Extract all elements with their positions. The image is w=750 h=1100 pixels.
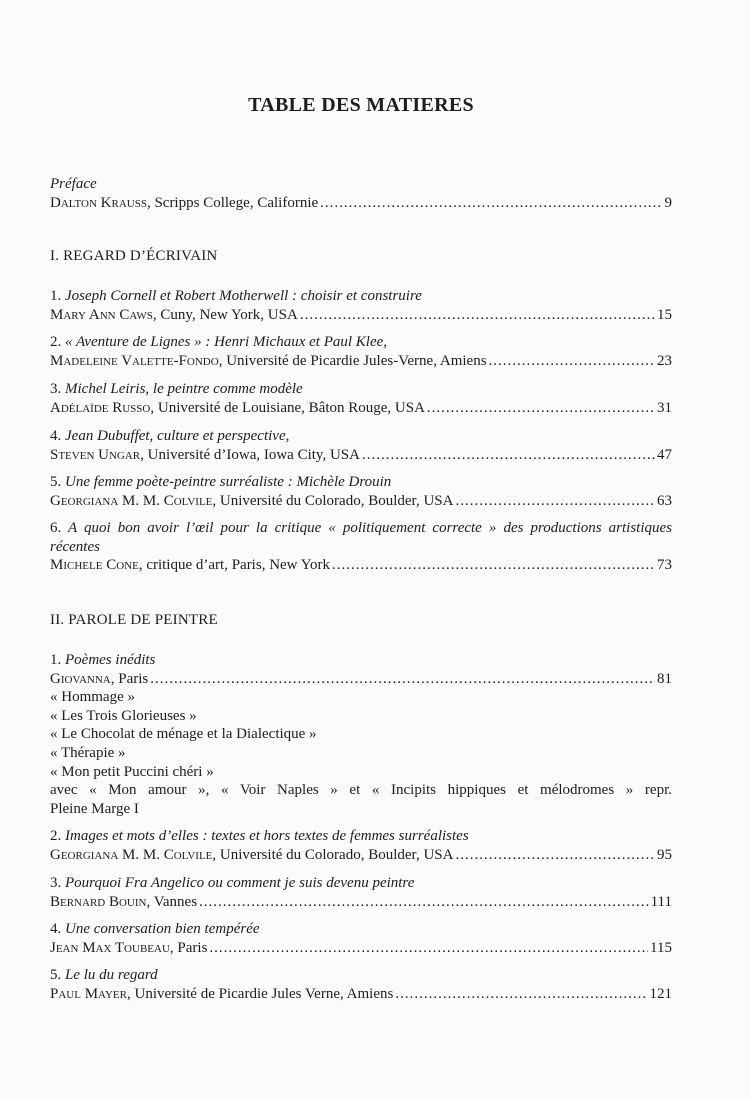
poem-item: « Le Chocolat de ménage et la Dialectique »: [50, 726, 317, 743]
entry-number: 1.: [50, 288, 62, 304]
entry-affiliation: , Université de Louisiane, Bâton Rouge, USA: [150, 399, 425, 416]
entry-author: Jean Max Toubeau: [50, 939, 170, 956]
entry-title: Poèmes inédits: [65, 652, 156, 668]
entry-affiliation: , Université d’Iowa, Iowa City, USA: [140, 446, 360, 463]
preface-page: 9: [664, 194, 672, 211]
entry-number: 4.: [50, 428, 62, 444]
entry-title: A quoi bon avoir l’œil pour la critique « politiquement correcte » des productions artistiques récentes: [50, 520, 672, 555]
entry-number: 3.: [50, 875, 62, 891]
entry-author: Giovanna: [50, 670, 111, 687]
dot-leader: [199, 893, 649, 912]
entry-author: Georgiana M. M. Colvile: [50, 492, 213, 509]
poem-note: avec « Mon amour », « Voir Naples » et « Incipits hippiques et mélodromes » repr.: [50, 782, 672, 799]
entry-title: Michel Leiris, le peintre comme modèle: [65, 381, 303, 397]
dot-leader: [455, 846, 655, 865]
entry-affiliation: , Université de Picardie Jules Verne, Amiens: [126, 985, 394, 1002]
entry-affiliation: , Université du Colorado, Boulder, USA: [212, 492, 454, 509]
entry-title: Joseph Cornell et Robert Motherwell : choisir et construire: [65, 288, 422, 304]
entry-number: 2.: [50, 334, 62, 350]
entry-title: « Aventure de Lignes » : Henri Michaux et Paul Klee,: [65, 334, 388, 350]
toc-entry-1-6: [50, 519, 672, 575]
entry-number: 6.: [50, 520, 62, 536]
section-heading-1: I. REGARD D’ÉCRIVAIN: [50, 248, 218, 264]
preface-affiliation: , Scripps College, Californie: [146, 194, 319, 211]
entry-page: 31: [657, 399, 672, 416]
toc-entry-1-2: [50, 333, 672, 370]
section-heading-2: II. PAROLE DE PEINTRE: [50, 612, 218, 628]
entry-page: 63: [657, 492, 672, 509]
toc-entry-2-3: [50, 874, 672, 911]
toc-entry-1-3: [50, 380, 672, 417]
entry-page: 73: [657, 557, 672, 574]
entry-page: 121: [649, 985, 672, 1002]
entry-author: Georgiana M. M. Colvile: [50, 846, 213, 863]
toc-entry-1-1: [50, 287, 672, 324]
entry-number: 5.: [50, 474, 62, 490]
poem-item: « Les Trois Glorieuses »: [50, 707, 197, 724]
entry-author: Adélaïde Russo: [50, 399, 151, 416]
poem-item: « Thérapie »: [50, 744, 126, 761]
dot-leader: [455, 492, 655, 511]
entry-page: 111: [650, 893, 672, 910]
toc-entry-2-1: [50, 651, 672, 818]
dot-leader: [427, 399, 655, 418]
entry-number: 1.: [50, 652, 62, 668]
entry-title: Une femme poète-peintre surréaliste : Michèle Drouin: [65, 474, 392, 490]
preface-heading: Préface: [50, 176, 97, 192]
entry-title: Pourquoi Fra Angelico ou comment je suis devenu peintre: [65, 875, 415, 891]
entry-title: Images et mots d’elles : textes et hors textes de femmes surréalistes: [65, 828, 469, 844]
page-title: TABLE DES MATIERES: [248, 94, 474, 116]
entry-page: 23: [657, 352, 672, 369]
dot-leader: [300, 306, 655, 325]
poem-item: « Mon petit Puccini chéri »: [50, 763, 214, 780]
dot-leader: [150, 670, 655, 689]
entry-affiliation: , critique d’art, Paris, New York: [138, 557, 331, 574]
preface-entry: [50, 175, 672, 212]
entry-author: Paul Mayer: [50, 985, 127, 1002]
poem-item: « Hommage »: [50, 689, 135, 706]
preface-author: Dalton Krauss: [50, 194, 147, 211]
dot-leader: [395, 985, 647, 1004]
entry-affiliation: , Université du Colorado, Boulder, USA: [212, 846, 454, 863]
entry-author: Madeleine Valette-Fondo: [50, 352, 219, 369]
entry-title: Jean Dubuffet, culture et perspective,: [65, 428, 290, 444]
dot-leader: [209, 939, 648, 958]
entry-author: Steven Ungar: [50, 446, 141, 463]
dot-leader: [332, 556, 655, 575]
entry-title: Le lu du regard: [65, 967, 158, 983]
toc-entry-2-5: [50, 966, 672, 1003]
toc-entry-1-5: [50, 473, 672, 510]
entry-page: 47: [657, 446, 672, 463]
entry-affiliation: , Vannes: [146, 893, 198, 910]
dot-leader: [362, 446, 655, 465]
dot-leader: [320, 194, 662, 213]
entry-title-long: [50, 519, 672, 556]
entry-affiliation: , Université de Picardie Jules-Verne, Amiens: [218, 352, 487, 369]
toc-entry-2-4: [50, 920, 672, 957]
entry-page: 81: [657, 670, 672, 687]
entry-affiliation: , Paris: [169, 939, 208, 956]
entry-author: Bernard Bouin: [50, 893, 147, 910]
entry-author: Mary Ann Caws: [50, 306, 153, 323]
entry-title: Une conversation bien tempérée: [65, 921, 260, 937]
poem-note-2: Pleine Marge I: [50, 800, 139, 817]
entry-number: 3.: [50, 381, 62, 397]
entry-affiliation: , Cuny, New York, USA: [152, 306, 298, 323]
entry-page: 95: [657, 846, 672, 863]
entry-number: 5.: [50, 967, 62, 983]
entry-page: 115: [650, 939, 672, 956]
toc-entry-2-2: [50, 827, 672, 864]
entry-page: 15: [657, 306, 672, 323]
entry-affiliation: , Paris: [110, 670, 149, 687]
entry-number: 4.: [50, 921, 62, 937]
entry-author: Michele Cone: [50, 557, 139, 574]
toc-entry-1-4: [50, 427, 672, 464]
dot-leader: [489, 352, 655, 371]
entry-number: 2.: [50, 828, 62, 844]
